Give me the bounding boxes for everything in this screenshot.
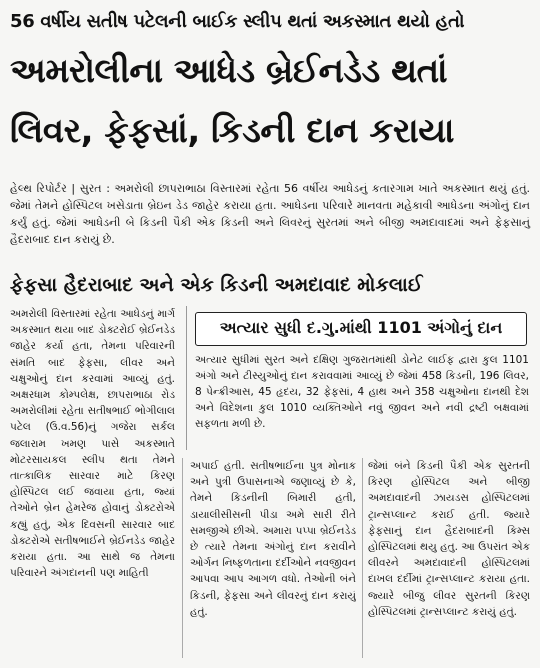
column-divider — [362, 458, 363, 658]
lead-paragraph: હેલ્થ રિપોર્ટર | સુરત : અમરોલી છાપરાભાઠા વિસ્તારમાં રહેતા 56 વર્ષીય આધેડનું કતારગામ ખાતે અકસ્માત થયું હતું. જેમાં તેમને હોસ્પિટલ ખસેડાતા બ્રેઇન ડેડ જાહેર કરાયા હતા. આધેડના પરિવારે માનવતા મહેકાવી આધેડના અંગોનું દાન કર્યું હતું. જેમાં આધેડની બે કિડની પૈકી એક કિડની અને લિવરનું સુરતમાં અને બીજી અમદાવાદમાં અને ફેફસાનું હૈદરાબાદ દાન કરાયું છે. — [10, 182, 530, 246]
info-box — [186, 306, 530, 450]
headline-line-1: અમરોલીના આધેડ બ્રેઈનડેડ થતાં — [10, 51, 448, 91]
kicker-line: 56 વર્ષીય સતીષ પટેલની બાઈક સ્લીપ થતાં અકસ્માત થયો હતો — [10, 11, 465, 32]
info-box-title: અત્યાર સુધી દ.ગુ.માંથી 1101 અંગોનું દાન — [195, 312, 527, 346]
headline-line-2: લિવર, ફેફસાં, કિડની દાન કરાયા — [10, 111, 454, 151]
body-column-middle: અપાઈ હતી. સતીષભાઈના પુત્ર મોનાક અને પુત્રી ઉપાસનાએ જણાવ્યું છે કે, તેમને કિડનીની બિમારી હતી, ડાયાલીસીસની પીડા અમે સારી રીતે સમજીએ છીએ. અમારા પપ્પા બ્રેઈનડેડ છે ત્યારે તેમના અંગોનું દાન કરાવીને ઓર્ગન નિષ્ફળતાના દર્દીઓને નવજીવન આપવા આપ આગળ વધો. તેઓની બંને કિડની, ફેફસા અને લીવરનું દાન કરાયું હતું. — [190, 460, 356, 618]
subheadline: ફેફસા હૈદરાબાદ અને એક કિડની અમદાવાદ મોકલાઈ — [10, 274, 423, 296]
body-column-left: અમરોલી વિસ્તારમાં રહેતા આધેડનું માર્ગ અકસ્માત થયા બાદ ડોક્ટરોઈ બ્રેઈનડેડ જાહેર કર્યા હતા, તેમના પરિવારની સંમતિ બાદ ફેફસા, લીવર અને ચક્ષુઓનું દાન કરવામાં આવ્યું હતું. અક્ષરધામ કોમ્પલેક્ષ, છાપરાભાઠા રોડ અમરોલીમાં રહેતા સતીષભાઈ ભોગીલાલ પટેલ (ઉ.વ.56)નું ગજેરા સર્કલ જલારામ ખમણ પાસે અકસ્માતે મોટરસાયકલ સ્લીપ થતા તેમને તાત્કાલિક સારવાર માટે કિરણ હોસ્પિટલ લઈ જવાયા હતા, જ્યાં તેઓને બ્રેન હેમરેજ હોવાનું ડોક્ટરોએ કહ્યું હતું, એક દિવસની સારવાર બાદ ડોક્ટરોએ સતીષભાઈને બ્રેઈનડેડ જાહેર કરાયા હતા. આ સાથે જ તેમના પરિવારને અંગદાનની પણ માહિતી — [10, 308, 175, 580]
column-divider — [182, 458, 183, 658]
info-box-text: અત્યાર સુધીમાં સુરત અને દક્ષિણ ગુજરાતમાંથી ડોનેટ લાઈફ દ્વારા કુલ 1101 અંગો અને ટીસ્યુઓનું દાન કરાવવામાં આવ્યું છે જેમાં 458 કિડની, 196 લિવર, 8 પેન્ક્રીઆસ, 45 હૃદય, 32 ફેફસાં, 4 હાથ અને 358 ચક્ષુઓના દાનથી દેશ અને વિદેશના કુલ 1010 વ્યક્તિઓને નવું જીવન અને નવી દ્રષ્ટી બક્ષવામાં સફળતા મળી છે. — [195, 354, 529, 430]
body-column-right: જેમાં બંને કિડની પૈકી એક સુરતની કિરણ હોસ્પિટલ અને બીજી અમદાવાદની ઝાયડસ હોસ્પિટલમાં ટ્રાન્સપ્લાન્ટ કરાઈ હતી. જ્યારે ફેફસાનું દાન હૈદરાબાદની કિમ્સ હોસ્પિટલમાં થયુ હતુ. આ ઉપરાંત એક લીવરને અમદાવાદની હોસ્પિટલમાં દાખલ દર્દીમાં ટ્રાન્સપ્લાન્ટ કરાયા હતા. જ્યારે બીજુ લીવર સુરતની કિરણ હોસ્પિટલમાં ટ્રાન્સપ્લાન્ટ કરાયું હતું. — [368, 460, 530, 618]
